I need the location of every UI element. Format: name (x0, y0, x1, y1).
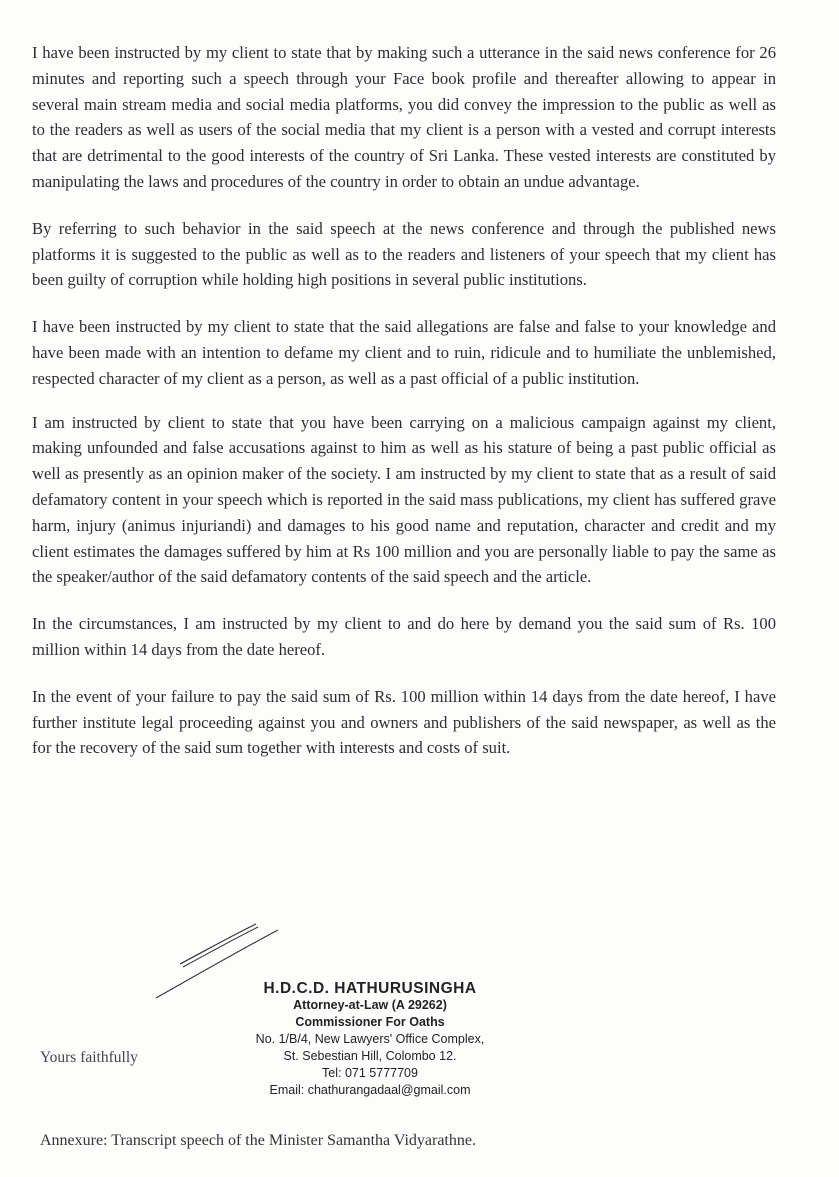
attorney-email: Email: chathurangadaal@gmail.com (269, 1083, 471, 1097)
paragraph-utterance: I have been instructed by my client to state that by making such a utterance in the said news conference for 26 minutes and reporting such a speech through your Face book profile and thereafter allowing to appear in several main stream media and social media platforms, you did convey the impression to the public as well as to the readers as well as users of the social media that my client is a person with a vested and corrupt interests that are detrimental to the good interests of the country of Sri Lanka. These vested interests are constituted by manipulating the laws and procedures of the country in order to obtain an undue advantage. (32, 43, 776, 191)
paragraph-referring: By referring to such behavior in the said speech at the news conference and through the published news platforms it is suggested to the public as well as to the readers and listeners of your speech that my client has been guilty of corruption while holding high positions in several public institutions. (32, 218, 776, 290)
paragraph-demand: In the circumstances, I am instructed by my client to and do here by demand you the said sum of Rs. 100 million within 14 days from the date hereof. (32, 614, 776, 659)
attorney-phone: Tel: 071 5777709 (322, 1066, 418, 1080)
attorney-title: Attorney-at-Law (A 29262) (293, 998, 447, 1012)
attorney-address-line-1: No. 1/B/4, New Lawyers' Office Complex, (255, 1032, 485, 1046)
attorney-name: H.D.C.D. HATHURUSINGHA (263, 980, 477, 997)
attorney-address-line-2: St. Sebestian Hill, Colombo 12. (283, 1049, 457, 1063)
attorney-role: Commissioner For Oaths (295, 1015, 445, 1029)
attorney-stamp (205, 980, 535, 1099)
annexure-note: Annexure: Transcript speech of the Minister Samantha Vidyarathne. (40, 1132, 476, 1149)
closing-salutation: Yours faithfully (40, 1049, 138, 1066)
paragraph-allegations-false: I have been instructed by my client to state that the said allegations are false and false to your knowledge and have been made with an intention to defame my client and to ruin, ridicule and to humiliate the unblemished, respected character of my client as a person, as well as a past official of a public institution. (32, 317, 776, 388)
letter-body (32, 40, 776, 782)
paragraph-legal-proceeding: In the event of your failure to pay the said sum of Rs. 100 million within 14 days from the date hereof, I have further institute legal proceeding against you and owners and publishers of the said newspaper, as well as the for the recovery of the said sum together with interests and costs of suit. (32, 686, 776, 758)
paragraph-malicious-campaign: I am instructed by client to state that you have been carrying on a malicious campaign against my client, making unfounded and false accusations against to him as well as his stature of being a past public official as well as presently as an opinion maker of the society. I am instructed by my client to state that as a result of said defamatory content in your speech which is reported in the said mass publications, my client has suffered grave harm, injury (animus injuriandi) and damages to his good name and reputation, character and credit and my client estimates the damages suffered by him at Rs 100 million and you are personally liable to pay the same as the speaker/author of the said defamatory contents of the said speech and the article. (32, 412, 776, 587)
